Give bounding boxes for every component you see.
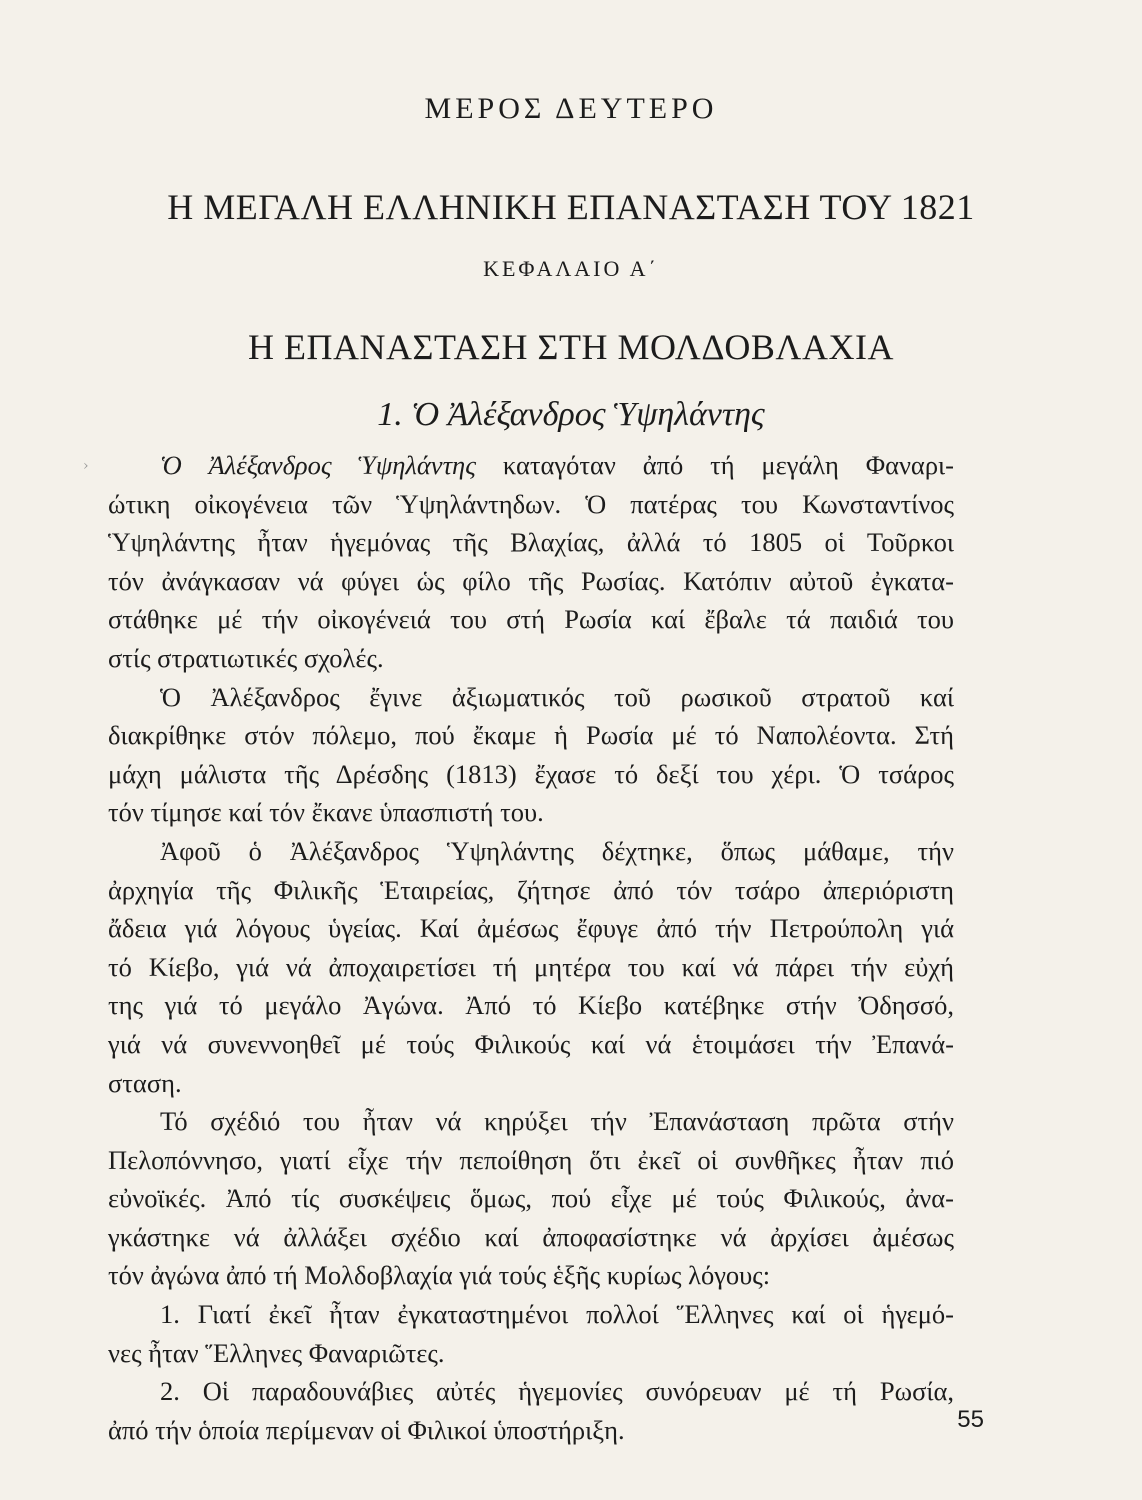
text-line: ώτικη οἰκογένεια τῶν Ὑψηλάντηδων. Ὁ πατέρας του Κωνσταντίνος [108, 488, 954, 519]
text-line: Ἀφοῦ ὁ Ἀλέξανδρος Ὑψηλάντης δέχτηκε, ὅπως μάθαμε, τήν [160, 835, 954, 866]
text-line: Ὑψηλάντης ἦταν ἡγεμόνας τῆς Βλαχίας, ἀλλά τό 1805 οἱ Τοῦρκοι [108, 527, 954, 558]
text-line: μάχη μάλιστα τῆς Δρέσδης (1813) ἔχασε τό δεξί του χέρι. Ὁ τσάρος [108, 758, 954, 789]
part-heading: ΜΕΡΟΣ ΔΕΥΤΕΡΟ [424, 92, 718, 125]
text-line: νες ἦταν Ἕλληνες Φαναριῶτες. [108, 1337, 445, 1368]
book-title: Η ΜΕΓΑΛΗ ΕΛΛΗΝΙΚΗ ΕΠΑΝΑΣΤΑΣΗ ΤΟΥ 1821 [167, 187, 975, 227]
text-line: 1. Γιατί ἐκεῖ ἦταν ἐγκαταστημένοι πολλοί Ἕλληνες καί οἱ ἡγεμό- [160, 1299, 954, 1330]
text-line: διακρίθηκε στόν πόλεμο, πού ἔκαμε ἡ Ρωσία μέ τό Ναπολέοντα. Στή [108, 720, 954, 751]
text-line: γκάστηκε νά ἀλλάξει σχέδιο καί ἀποφασίστηκε νά ἀρχίσει ἀμέσως [108, 1221, 954, 1252]
page-number: 55 [957, 1406, 984, 1433]
text-line: γιά νά συνεννοηθεῖ μέ τούς Φιλικούς καί νά ἑτοιμάσει τήν Ἐπανά- [108, 1028, 954, 1059]
text-line: της γιά τό μεγάλο Ἀγώνα. Ἀπό τό Κίεβο κατέβηκε στήν Ὀδησσό, [108, 990, 954, 1021]
section-title: 1. Ὁ Ἀλέξανδρος Ὑψηλάντης [377, 396, 765, 433]
text-line: ἀρχηγία τῆς Φιλικῆς Ἑταιρείας, ζήτησε ἀπό τόν τσάρο ἀπεριόριστη [108, 874, 954, 905]
text-line: τό Κίεβο, γιά νά ἀποχαιρετίσει τή μητέρα του καί νά πάρει τήν εὐχή [108, 951, 954, 982]
chapter-label: ΚΕΦΑΛΑΙΟ Α΄ [483, 256, 659, 281]
text-line [108, 446, 954, 485]
text-line: τόν ἀνάγκασαν νά φύγει ὡς φίλο τῆς Ρωσίας. Κατόπιν αὐτοῦ ἐγκατα- [108, 565, 954, 596]
chapter-title: Η ΕΠΑΝΑΣΤΑΣΗ ΣΤΗ ΜΟΛΔΟΒΛΑΧΙΑ [248, 327, 894, 367]
text-line: στίς στρατιωτικές σχολές. [108, 642, 384, 673]
text-line: ἄδεια γιά λόγους ὑγείας. Καί ἀμέσως ἔφυγε ἀπό τήν Πετρούπολη γιά [108, 913, 954, 944]
text-line: Τό σχέδιό του ἦταν νά κηρύξει τήν Ἐπανάσταση πρῶτα στήν [160, 1106, 954, 1137]
margin-mark-icon: › [83, 458, 89, 474]
text-line: τόν ἀγώνα ἀπό τή Μολδοβλαχία γιά τούς ἑξῆς κυρίως λόγους: [108, 1260, 771, 1291]
body-text [108, 446, 954, 1449]
text-line: 2. Οἱ παραδουνάβιες αὐτές ἡγεμονίες συνόρευαν μέ τή Ρωσία, [160, 1376, 954, 1407]
text-line: Πελοπόννησο, γιατί εἶχε τήν πεποίθηση ὅτι ἐκεῖ οἱ συνθῆκες ἦταν πιό [108, 1144, 954, 1175]
text-line-rest: καταγόταν ἀπό τή μεγάλη Φαναρι- [475, 450, 954, 480]
text-line: τόν τίμησε καί τόν ἔκανε ὑπασπιστή του. [108, 797, 544, 828]
emphasized-name: Ὁ Ἀλέξανδρος Ὑψηλάντης [160, 450, 476, 480]
text-line: Ὁ Ἀλέξανδρος ἔγινε ἀξιωματικός τοῦ ρωσικοῦ στρατοῦ καί [160, 681, 954, 712]
text-line: στάθηκε μέ τήν οἰκογένειά του στή Ρωσία καί ἔβαλε τά παιδιά του [108, 604, 954, 635]
text-line: σταση. [108, 1067, 182, 1098]
text-line: ἀπό τήν ὁποία περίμεναν οἱ Φιλικοί ὑποστήριξη. [108, 1414, 625, 1445]
text-line: εὐνοϊκές. Ἀπό τίς συσκέψεις ὅμως, πού εἶχε μέ τούς Φιλικούς, ἀνα- [108, 1183, 954, 1214]
